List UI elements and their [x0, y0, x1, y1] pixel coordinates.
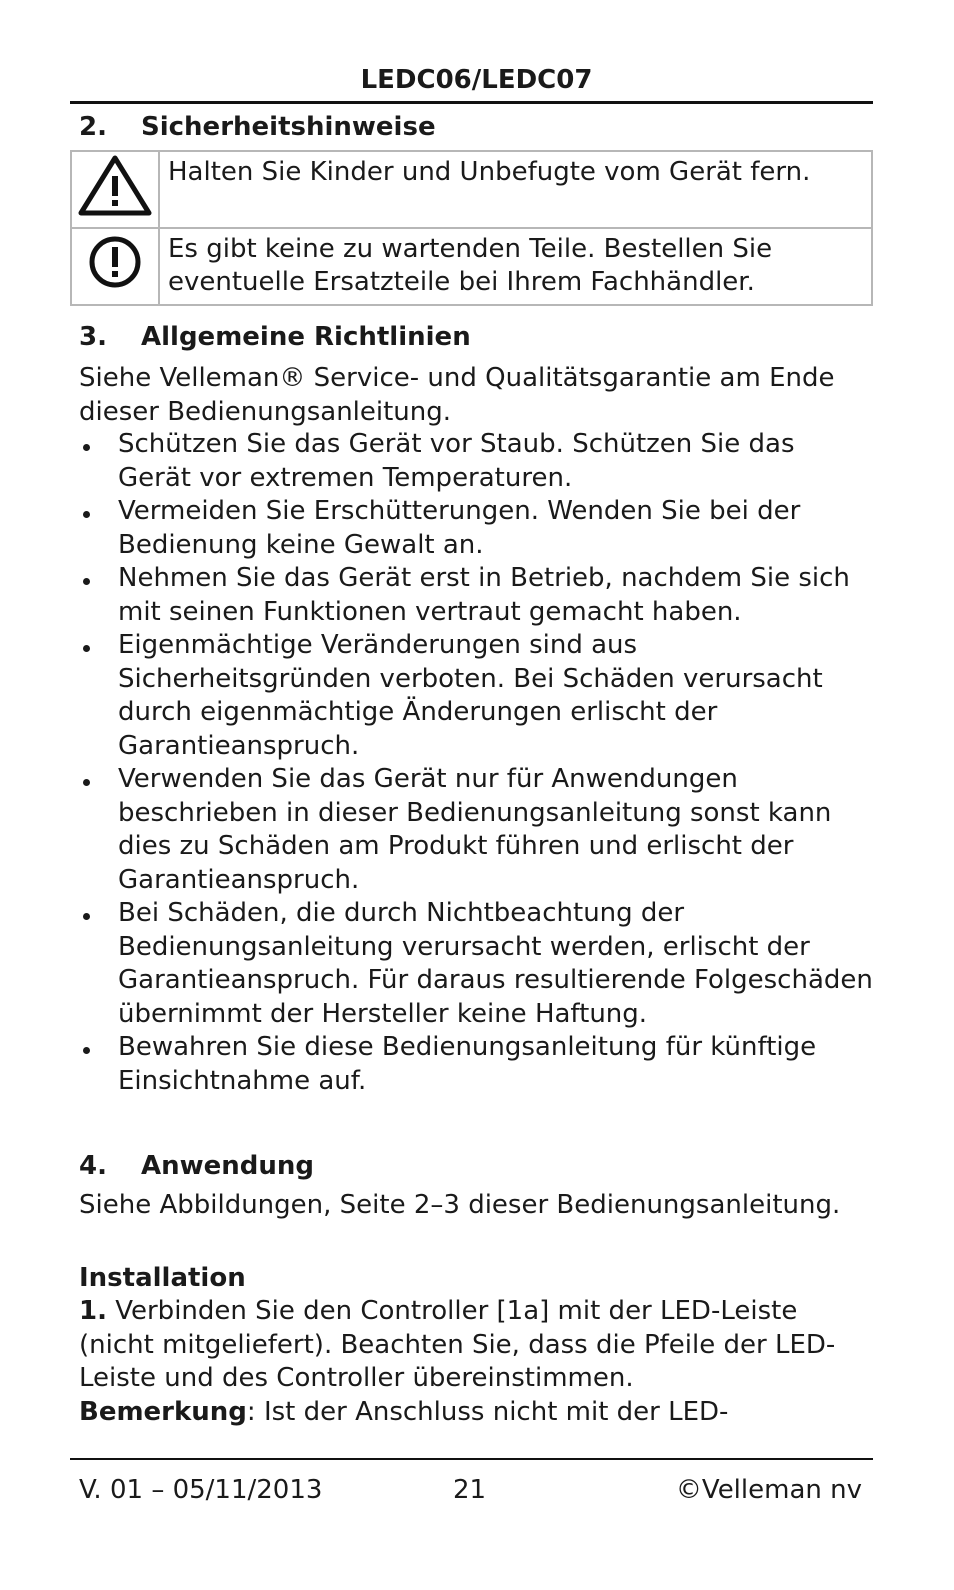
list-item: Bei Schäden, die durch Nichtbeachtung der Bedienungsanleitung verursacht werden, erlischt der Garantieanspruch. Für daraus resultierende Folgeschäden übernimmt der Hersteller keine Haftung.	[79, 897, 874, 1031]
list-item: Verwenden Sie das Gerät nur für Anwendungen beschrieben in dieser Bedienungsanleitung sonst kann dies zu Schäden am Produkt führen und erlischt der Garantieanspruch.	[79, 763, 874, 897]
section-number: 4.	[79, 1151, 107, 1181]
section-number: 3.	[79, 322, 107, 352]
document-title: LEDC06/LEDC07	[360, 65, 593, 95]
section-heading-safety	[79, 110, 436, 144]
safety-icon-cell	[71, 228, 159, 305]
safety-row	[71, 228, 872, 305]
safety-row	[71, 151, 872, 228]
footer-rule	[70, 1458, 873, 1460]
installation-step	[79, 1295, 874, 1396]
section-title: Allgemeine Richtlinien	[141, 322, 471, 352]
section-title: Anwendung	[141, 1151, 315, 1181]
list-item: Nehmen Sie das Gerät erst in Betrieb, nachdem Sie sich mit seinen Funktionen vertraut gemacht haben.	[79, 562, 874, 629]
safety-text: Es gibt keine zu wartenden Teile. Bestellen Sie eventuelle Ersatzteile bei Ihrem Fachhändler.	[159, 228, 872, 305]
note-text: : Ist der Anschluss nicht mit der LED-	[246, 1397, 729, 1427]
footer-page-number: 21	[453, 1475, 487, 1505]
guidelines-intro: Siehe Velleman® Service- und Qualitätsgarantie am Ende dieser Bedienungsanleitung.	[79, 363, 835, 427]
list-item: Eigenmächtige Veränderungen sind aus Sicherheitsgründen verboten. Bei Schäden verursacht durch eigenmächtige Änderungen erlischt der Garantieanspruch.	[79, 629, 874, 763]
warning-triangle-icon	[78, 154, 152, 216]
section-heading-guidelines	[79, 320, 471, 354]
section-number: 2.	[79, 112, 107, 142]
section-heading-usage	[79, 1149, 314, 1183]
exclamation-circle-icon	[87, 234, 143, 290]
list-item: Schützen Sie das Gerät vor Staub. Schützen Sie das Gerät vor extremen Temperaturen.	[79, 428, 874, 495]
safety-text: Halten Sie Kinder und Unbefugte vom Gerät fern.	[159, 151, 872, 228]
footer-version: V. 01 – 05/11/2013	[79, 1475, 323, 1505]
list-item: Vermeiden Sie Erschütterungen. Wenden Sie bei der Bedienung keine Gewalt an.	[79, 495, 874, 562]
installation-note	[79, 1396, 874, 1430]
guidelines-list	[79, 428, 874, 1098]
safety-icon-cell	[71, 151, 159, 228]
step-number: 1.	[79, 1296, 107, 1326]
list-item: Bewahren Sie diese Bedienungsanleitung für künftige Einsichtnahme auf.	[79, 1031, 874, 1098]
footer-copyright: ©Velleman nv	[675, 1475, 862, 1505]
header-rule	[70, 101, 873, 104]
section-title: Sicherheitshinweise	[141, 112, 436, 142]
safety-table	[70, 150, 873, 306]
step-text: Verbinden Sie den Controller [1a] mit der LED-Leiste (nicht mitgeliefert). Beachten Sie, dass die Pfeile der LED-Leiste und des Controller übereinstimmen.	[79, 1296, 836, 1393]
usage-intro: Siehe Abbildungen, Seite 2–3 dieser Bedienungsanleitung.	[79, 1190, 841, 1220]
installation-heading: Installation	[79, 1263, 246, 1293]
note-label: Bemerkung	[79, 1397, 247, 1427]
